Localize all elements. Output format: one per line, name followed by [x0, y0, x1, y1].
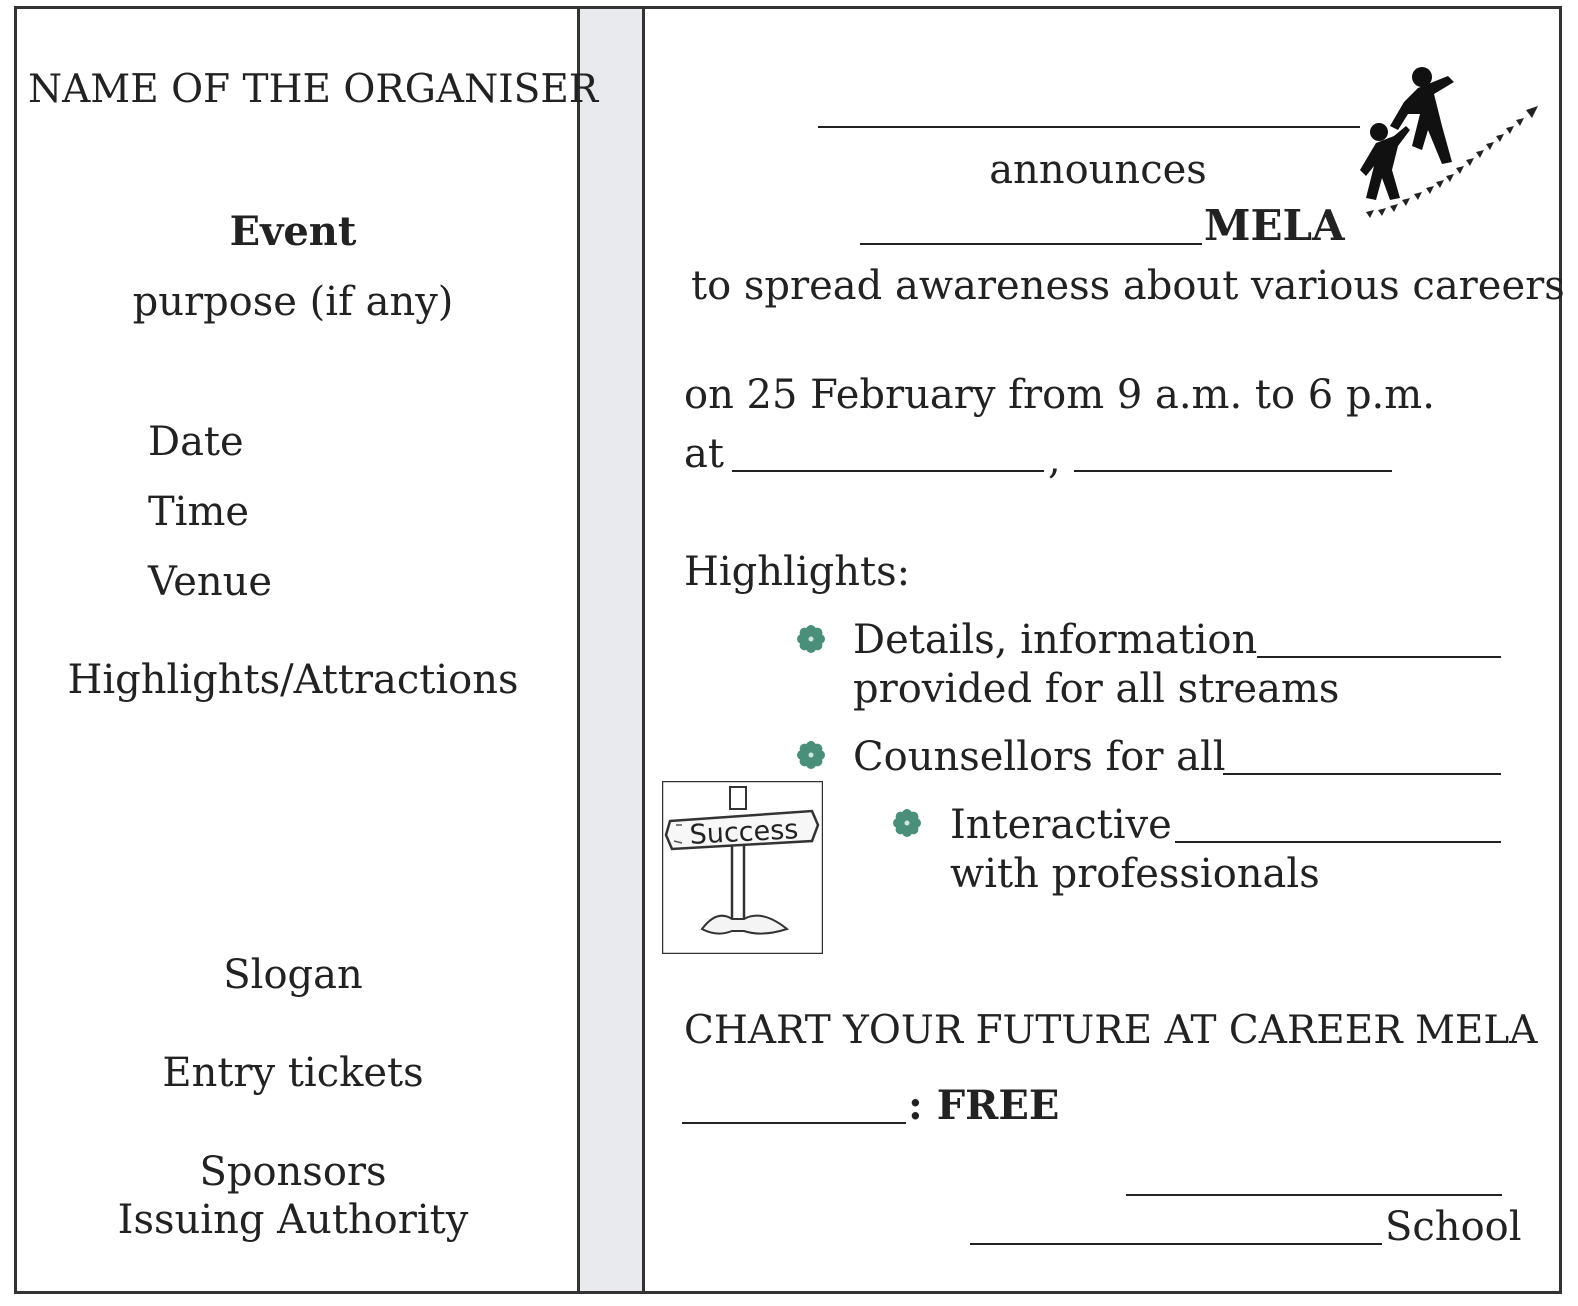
notice-slogan: CHART YOUR FUTURE AT CAREER MELA	[684, 1008, 1538, 1053]
center-divider-strip	[577, 6, 645, 1294]
venue-label: Venue	[148, 559, 273, 605]
entry-blank	[682, 1122, 906, 1124]
organiser-label: NAME OF THE ORGANISER	[28, 67, 599, 112]
bullet-2-blank	[1223, 773, 1501, 775]
event-label: Event	[229, 208, 357, 255]
school-name-blank	[970, 1243, 1382, 1245]
highlights-heading: Highlights:	[684, 549, 911, 595]
school-text: School	[1385, 1204, 1522, 1250]
bullet-1-line-2: provided for all streams	[853, 666, 1340, 712]
entry-tickets-label: Entry tickets	[162, 1050, 424, 1096]
slogan-label: Slogan	[223, 952, 363, 998]
awareness-text: to spread awareness about various careers	[691, 263, 1565, 309]
free-text: : FREE	[908, 1082, 1060, 1129]
date-label: Date	[148, 419, 244, 465]
date-time-text: on 25 February from 9 a.m. to 6 p.m.	[684, 372, 1435, 418]
purpose-label: purpose (if any)	[132, 279, 454, 325]
venue-blank-2	[1074, 470, 1392, 472]
highlights-label: Highlights/Attractions	[67, 657, 519, 703]
signpost-label: Success	[688, 814, 800, 851]
flower-bullet-icon	[796, 740, 826, 770]
organiser-blank	[818, 126, 1360, 128]
bullet-3-line-2: with professionals	[950, 851, 1320, 897]
at-text: at	[684, 431, 724, 477]
announces-text: announces	[989, 147, 1207, 193]
bullet-3-blank	[1175, 841, 1501, 843]
mela-text: MELA	[1204, 201, 1345, 250]
authority-blank-1	[1126, 1194, 1502, 1196]
issuing-authority-label: Issuing Authority	[117, 1197, 469, 1243]
bullet-3-line-1: Interactive	[950, 802, 1172, 848]
comma-text: ,	[1048, 437, 1061, 483]
bullet-2-line-1: Counsellors for all	[853, 734, 1226, 780]
time-label: Time	[148, 489, 250, 535]
success-signpost-icon	[662, 781, 823, 954]
bullet-1-line-1: Details, information	[853, 617, 1258, 663]
flower-bullet-icon	[892, 808, 922, 838]
mela-name-blank	[860, 243, 1202, 245]
sponsors-label: Sponsors	[199, 1149, 387, 1195]
venue-blank-1	[732, 470, 1044, 472]
left-column-panel	[14, 6, 580, 1294]
bullet-1-blank	[1257, 656, 1501, 658]
climbing-figures-icon	[1356, 66, 1540, 220]
flower-bullet-icon	[796, 624, 826, 654]
